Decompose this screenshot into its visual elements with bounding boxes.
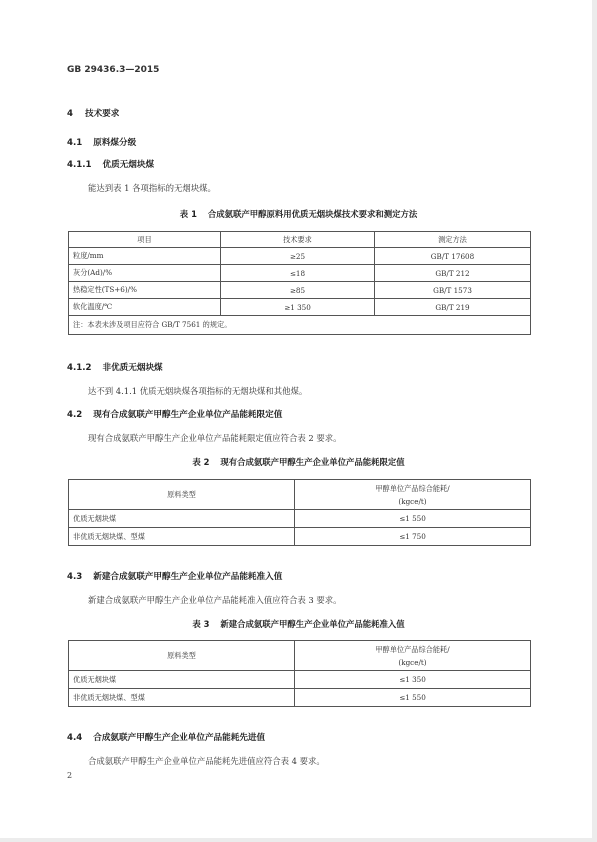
section-number: 4.4 <box>67 733 83 743</box>
table-header-row <box>69 232 531 248</box>
caption-number: 表 1 <box>179 209 197 219</box>
page-edge-shadow-bottom <box>0 838 597 842</box>
table-cell: ≤1 350 <box>295 671 531 689</box>
caption-text: 新建合成氨联产甲醇生产企业单位产品能耗准入值 <box>220 619 405 629</box>
table-cell: ≤18 <box>221 265 375 282</box>
table-cell: GB/T 212 <box>375 265 531 282</box>
table-row <box>69 265 531 282</box>
table-cell: GB/T 17608 <box>375 248 531 265</box>
section-number: 4.2 <box>67 410 83 420</box>
table-row <box>69 671 531 689</box>
section-number: 4.1 <box>67 138 83 148</box>
section-4-1-2-heading <box>67 361 163 373</box>
paragraph: 合成氨联产甲醇生产企业单位产品能耗先进值应符合表 4 要求。 <box>88 756 325 766</box>
section-title: 合成氨联产甲醇生产企业单位产品能耗先进值 <box>93 733 266 743</box>
table-row <box>69 299 531 316</box>
table-note-row <box>69 316 531 335</box>
table-cell: 非优质无烟块煤、型煤 <box>69 528 295 546</box>
table-cell: GB/T 1573 <box>375 282 531 299</box>
section-title: 技术要求 <box>84 109 120 119</box>
header-cell: 原料类型 <box>69 480 295 510</box>
table-cell: ≤1 550 <box>295 510 531 528</box>
table-3-caption <box>0 618 597 630</box>
header-line: (kgce/t) <box>398 657 427 667</box>
caption-text: 合成氨联产甲醇原料用优质无烟块煤技术要求和测定方法 <box>207 209 418 219</box>
section-4-4-heading <box>67 731 265 743</box>
section-number: 4.3 <box>67 572 83 582</box>
section-number: 4.1.2 <box>67 363 92 373</box>
table-header-row <box>69 480 531 510</box>
paragraph: 现有合成氨联产甲醇生产企业单位产品能耗限定值应符合表 2 要求。 <box>88 433 342 443</box>
section-number: 4.1.1 <box>67 160 92 170</box>
table-row <box>69 689 531 707</box>
table-2-caption <box>0 456 597 468</box>
standard-number: GB 29436.3—2015 <box>67 65 160 75</box>
section-4-3-heading <box>67 570 282 582</box>
section-title: 非优质无烟块煤 <box>102 363 163 373</box>
header-cell <box>295 480 531 510</box>
table-cell: 软化温度/℃ <box>69 299 221 316</box>
section-4-2-heading <box>67 408 282 420</box>
section-number: 4 <box>67 109 73 119</box>
table-row <box>69 510 531 528</box>
table-3 <box>68 640 531 707</box>
table-cell: ≤1 550 <box>295 689 531 707</box>
header-cell: 测定方法 <box>375 232 531 248</box>
table-cell: GB/T 219 <box>375 299 531 316</box>
header-line: 甲醇单位产品综合能耗/ <box>375 483 450 493</box>
table-cell: 热稳定性(TS+6)/% <box>69 282 221 299</box>
table-cell: 灰分(Ad)/% <box>69 265 221 282</box>
table-row <box>69 282 531 299</box>
section-title: 现有合成氨联产甲醇生产企业单位产品能耗限定值 <box>93 410 283 420</box>
table-cell: ≥1 350 <box>221 299 375 316</box>
section-title: 原料煤分级 <box>93 138 137 148</box>
table-1 <box>68 231 531 335</box>
table-cell: 优质无烟块煤 <box>69 671 295 689</box>
table-row <box>69 528 531 546</box>
table-cell: 优质无烟块煤 <box>69 510 295 528</box>
header-line: 甲醇单位产品综合能耗/ <box>375 644 450 654</box>
header-line: (kgce/t) <box>398 496 427 506</box>
section-4-1-1-heading <box>67 158 154 170</box>
caption-number: 表 3 <box>192 619 210 629</box>
table-note: 注：本表未涉及项目应符合 GB/T 7561 的规定。 <box>69 316 531 335</box>
table-1-caption <box>0 208 597 220</box>
section-title: 新建合成氨联产甲醇生产企业单位产品能耗准入值 <box>93 572 283 582</box>
section-title: 优质无烟块煤 <box>102 160 155 170</box>
table-row <box>69 248 531 265</box>
caption-number: 表 2 <box>192 457 210 467</box>
caption-text: 现有合成氨联产甲醇生产企业单位产品能耗限定值 <box>220 457 405 467</box>
paragraph: 新建合成氨联产甲醇生产企业单位产品能耗准入值应符合表 3 要求。 <box>88 595 342 605</box>
page-edge-shadow <box>592 0 597 842</box>
table-cell: ≥25 <box>221 248 375 265</box>
paragraph: 能达到表 1 各项指标的无烟块煤。 <box>88 183 216 193</box>
table-cell: 非优质无烟块煤、型煤 <box>69 689 295 707</box>
header-cell: 项目 <box>69 232 221 248</box>
table-2 <box>68 479 531 546</box>
table-cell: ≤1 750 <box>295 528 531 546</box>
paragraph: 达不到 4.1.1 优质无烟块煤各项指标的无烟块煤和其他煤。 <box>88 386 308 396</box>
table-cell: 粒度/mm <box>69 248 221 265</box>
table-cell: ≥85 <box>221 282 375 299</box>
section-4-heading <box>67 107 119 119</box>
table-header-row <box>69 641 531 671</box>
header-cell <box>295 641 531 671</box>
header-cell: 技术要求 <box>221 232 375 248</box>
page-number: 2 <box>67 771 73 780</box>
header-cell: 原料类型 <box>69 641 295 671</box>
section-4-1-heading <box>67 136 136 148</box>
